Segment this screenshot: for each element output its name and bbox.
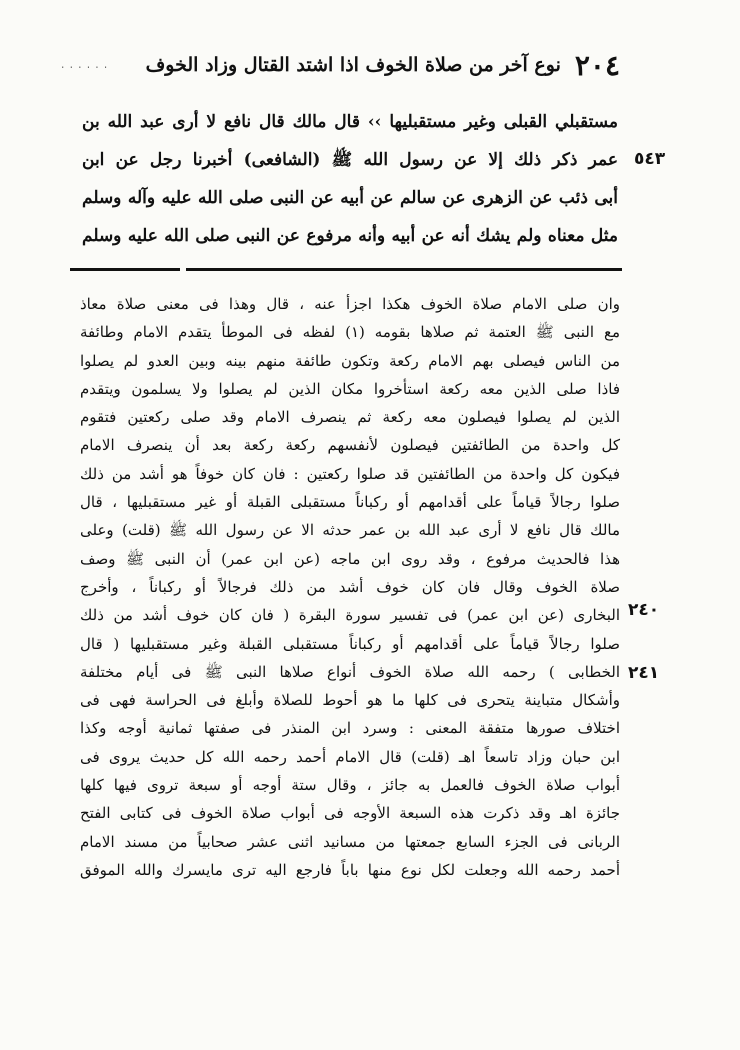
- commentary-line: الخطابى ) رحمه الله صلاة الخوف أنواع صلاها النبى ﷺ فى أيام مختلفة: [80, 662, 620, 681]
- commentary-text: [80, 290, 620, 884]
- commentary-line: أحمد رحمه الله وجعلت لكل نوع منها باباً فارجع اليه ترى مايسرك والله الموفق: [80, 860, 620, 879]
- main-text-line: مثل معناه ولم يشك أنه عن أبيه وأنه مرفوع عن النبى صلى الله عليه وسلم: [82, 226, 618, 246]
- commentary-line: هذا فالحديث مرفوع ، وقد روى ابن ماجه (عن ابن عمر) أن النبى ﷺ وصف: [80, 549, 620, 568]
- main-hadith-text: [82, 103, 618, 255]
- commentary-line: صلاة الخوف وقال فان كان خوف أشد من ذلك فرجالاً أو ركباناً ، وأخرج: [80, 577, 620, 596]
- footnote-number: ٢٤١: [628, 663, 660, 683]
- page-number: ٢٠٤: [574, 48, 620, 82]
- commentary-line: اختلاف صورها متفقة المعنى : وسرد ابن المنذر فى صفتها ثمانية أوجه وكذا: [80, 719, 620, 738]
- footnote-number: ٢٤٠: [628, 600, 660, 620]
- main-text-line: أبى ذئب عن الزهرى عن سالم عن أبيه عن النبى صلى الله عليه وآله وسلم: [82, 188, 618, 208]
- commentary-line: مالك قال نافع لا أرى عبد الله بن عمر حدثه الا عن رسول الله ﷺ (قلت) وعلى: [80, 521, 620, 540]
- commentary-line: فيكون كل واحدة من الطائفتين قد صلوا ركعتين : فان كان خوفاً هو أشد من ذلك: [80, 464, 620, 483]
- running-title: نوع آخر من صلاة الخوف اذا اشتد القتال وزاد الخوف: [145, 54, 561, 76]
- hadith-number: ٥٤٣: [634, 149, 666, 169]
- header-dots: ٠ ٠ ٠ ٠ ٠ ٠: [60, 62, 109, 73]
- commentary-line: صلوا رجالاً قياماً على أقدامهم أو ركباناً مستقبلى القبلة أو غير مستقبليها ، قال: [80, 493, 620, 512]
- separator-line-right: [186, 268, 622, 271]
- commentary-line: وان صلى الامام صلاة الخوف هكذا اجزأ عنه ، قال وهذا فى معنى صلاة معاذ: [80, 295, 620, 313]
- commentary-line: فاذا صلى الذين معه ركعة استأخروا مكان الذين لم يصلوا ولا يسلمون ويتقدم: [80, 379, 620, 398]
- commentary-line: الربانى فى الجزء السابع جمعتها من مسانيد اثنى عشر صحابياً من مسند الامام: [80, 832, 620, 851]
- page-header: [60, 48, 620, 82]
- separator-line-left: [70, 268, 180, 271]
- commentary-line: جائزة اهـ وقد ذكرت هذه السبعة الأوجه فى أبواب صلاة الخوف فى كتابى الفتح: [80, 804, 620, 823]
- commentary-line: الذين لم يصلوا فيصلون معه ركعة ثم ينصرف الامام وقد صلى ركعتين فتقوم: [80, 408, 620, 427]
- main-text-line: مستقبلي القبلى وغير مستقبليها ›› قال مالك قال نافع لا أرى عبد الله بن: [82, 112, 618, 132]
- commentary-line: البخارى (عن ابن عمر) فى تفسير سورة البقرة ( فان كان خوف أشد من ذلك: [80, 606, 620, 625]
- main-text-line: عمر ذكر ذلك إلا عن رسول الله ﷺ (الشافعى) أخبرنا رجل عن ابن: [82, 150, 618, 170]
- commentary-line: من الناس فيصلى بهم الامام ركعة وتكون طائفة منهم بينه وبين العدو لم يصلوا: [80, 351, 620, 370]
- commentary-line: مع النبى ﷺ العتمة ثم صلاها بقومه (١) لفظه فى الموطأ يتقدم الامام وطائفة: [80, 323, 620, 342]
- commentary-line: صلوا رجالاً قياماً على أقدامهم أو ركباناً مستقبلى القبلة وغير مستقبليها ( قال: [80, 634, 620, 653]
- commentary-line: أبواب صلاة الخوف فالعمل به جائز ، وقال ستة أوجه أو سبعة تروى فيها كلها: [80, 776, 620, 795]
- commentary-line: ابن حبان وزاد تاسعاً اهـ (قلت) قال الامام أحمد رحمه الله كل حديث يروى فى: [80, 747, 620, 766]
- commentary-line: وأشكال متباينة يتحرى فى كلها ما هو أحوط للصلاة وأبلغ فى الحراسة فهى فى: [80, 691, 620, 710]
- commentary-line: كل واحدة من الطائفتين فيصلون لأنفسهم ركعة ركعة بعد أن ينصرف الامام: [80, 436, 620, 455]
